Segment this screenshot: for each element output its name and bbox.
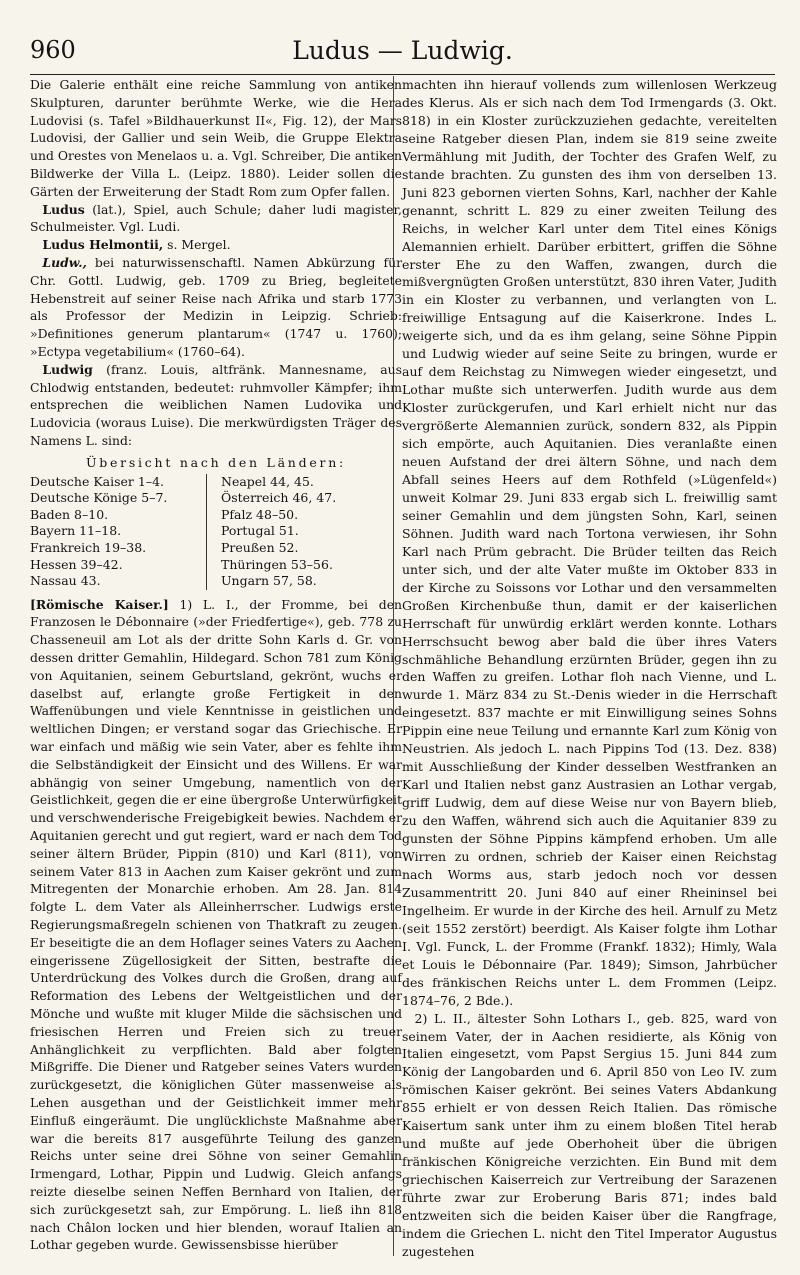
right-column [402, 76, 777, 1261]
overview-item: Frankreich 19–38. [30, 539, 147, 555]
entry-ludus [30, 201, 402, 237]
overview-title: Übersicht nach den Ländern: [85, 454, 346, 470]
header-rule [30, 74, 775, 75]
overview-item: Neapel 44, 45. [221, 473, 314, 489]
entry-ludus-helmontii [30, 236, 402, 254]
section-roemische-kaiser: [Römische Kaiser.] [30, 596, 169, 612]
page-title: Ludus — Ludwig. [292, 36, 513, 65]
page-header [30, 30, 775, 70]
headword-ludus-helmontii: Ludus Helmontii, [42, 237, 164, 253]
entry-ludwig-ii: 2) L. II., ältester Sohn Lothars I., geb. 825, ward von seinem Vater, der in Aachen residierte, als König von Italien eingesetzt, vom Papst Sergius 15. Juni 844 zum König der Langobarden und 6. April 850 von Leo IV. zum römischen Kaiser gekrönt. Bei seines Vaters Abdankung 855 erhielt er von dessen Reich Italien. Das römische Kaisertum sank unter ihm zu einem bloßen Titel herab und mußte auf jede Oberhoheit über die übrigen fränkischen Königreiche verzichten. Ein Bund mit dem griechischen Kaiserreich zur Vertreibung der Sarazenen führte zwar zur Eroberung Baris 871; indes bald entzweiten sich die beiden Kaiser über die Rangfrage, indem die Griechen L. nicht den Titel Imperator Augustus zugestehen [402, 1010, 777, 1259]
overview-column-1 [30, 474, 207, 590]
overview-column-2 [207, 474, 336, 590]
headword-ludw: Ludw., [42, 254, 87, 270]
overview-item: Baden 8–10. [30, 506, 109, 522]
headword-ludus: Ludus [42, 201, 85, 217]
overview-item: Thüringen 53–56. [221, 556, 333, 572]
entry-ludw-text: bei naturwissenschaftl. Namen Abkürzung für Chr. Gottl. Ludwig, geb. 1709 zu Brieg, begleitete Hebenstreit auf seiner Reise nach Afrika und starb 1773 als Professor der Medizin in Leipzig. Schrieb: »Definitiones generum plantarum« (1747 u. 1760); »Ectypa vegetabilium« (1760–64). [30, 254, 402, 359]
overview-item: Portugal 51. [221, 523, 299, 539]
overview-item: Deutsche Könige 5–7. [30, 490, 168, 506]
entry-ludwig-i [30, 596, 402, 1254]
headword-ludwig: Ludwig [42, 361, 93, 377]
entry-ludwig-text: (franz. Louis, altfränk. Mannesname, aus Chlodwig entstanden, bedeutet: ruhmvoller Kämpfer; ihm entsprechen die weiblichen Namen Ludovika und Ludovicia (woraus Luise). Die merkwürdigsten Träger des Namens L. sind: [30, 361, 402, 448]
overview-item: Österreich 46, 47. [221, 490, 337, 506]
overview-item: Preußen 52. [221, 539, 299, 555]
entry-ludw [30, 254, 402, 361]
overview-item: Nassau 43. [30, 573, 101, 589]
page-number: 960 [30, 36, 76, 64]
overview-item: Deutsche Kaiser 1–4. [30, 473, 165, 489]
entry-ludwig [30, 361, 402, 450]
overview-item: Ungarn 57, 58. [221, 573, 317, 589]
entry-villa-ludovisi-cont: Die Galerie enthält eine reiche Sammlung von antiken Skulpturen, darunter berühmte Werke, wie die Hera Ludovisi (s. Tafel »Bildhauerkunst II«, Fig. 12), der Mars Ludovisi, der Gallier und sein Weib, die Gruppe Elektra und Orestes von Menelaos u. a. Vgl. Schreiber, Die antiken Bildwerke der Villa L. (Leipz. 1880). Leider sollen die Gärten der Erweiterung der Stadt Rom zum Opfer fallen. [30, 77, 402, 199]
overview-item: Bayern 11–18. [30, 523, 122, 539]
left-column [30, 76, 402, 1254]
entry-ludwig-i-text: 1) L. I., der Fromme, bei den Franzosen le Débonnaire (»der Friedfertige«), geb. 778 zu Chasseneuil am Lot als der dritte Sohn Karls d. Gr. von dessen dritter Gemahlin, Hildegard. Schon 781 zum König von Aquitanien, seinem Geburtsland, gekrönt, wuchs er daselbst auf, erlangte große Fertigkeit in den Waffenübungen und viele Kenntnisse in geistlichen und weltlichen Dingen; er verstand sogar das Griechische. Er war einfach und mäßig wie sein Vater, aber es fehlte ihm die Selbständigkeit der Einsicht und des Willens. Er war abhängig von seiner Umgebung, namentlich von der Geistlichkeit, gegen die er eine übergroße Unterwürfigkeit und verschwenderische Freigebigkeit bewies. Nachdem er Aquitanien gerecht und gut regiert, ward er nach dem Tod seiner ältern Brüder, Pippin (810) und Karl (811), von seinem Vater 813 in Aachen zum Kaiser gekrönt und zum Mitregenten der Monarchie erhoben. Am 28. Jan. 814 folgte L. dem Vater als Alleinherrscher. Ludwigs erste Regierungsmaßregeln schienen von Thatkraft zu zeugen. Er beseitigte die an dem Hoflager seines Vaters zu Aachen eingerissene Zügellosigkeit der Sitten, bestrafte die Unterdrückung des Volkes durch die Großen, drang auf Reformation des Lebens der Weltgeistlichen und der Mönche und wußte mit kluger Milde die sächsischen und friesischen Herren und Freien sich zu treuer Anhänglichkeit zu verpflichten. Bald aber folgten Mißgriffe. Die Diener und Ratgeber seines Vaters wurden zurückgesetzt, die königlichen Güter massenweise als Lehen ausgethan und der Geistlichkeit immer mehr Einfluß eingeräumt. Die unglücklichste Maßnahme aber war die bereits 817 ausgeführte Teilung des ganzen Reichs unter seine drei Söhne von seiner Gemahlin Irmengard, Lothar, Pippin und Ludwig. Gleich anfangs reizte dieselbe seinen Neffen Bernhard von Italien, der sich zurückgesetzt sah, zur Empörung. L. ließ ihn 818 nach Châlon locken und hier blenden, worauf Italien an Lothar gegeben wurde. Gewissensbisse hierüber [30, 596, 403, 1253]
entry-ludus-helmontii-text: s. Mergel. [163, 237, 231, 253]
overview-item: Hessen 39–42. [30, 556, 123, 572]
entry-ludus-text: (lat.), Spiel, auch Schule; daher ludi magister, Schulmeister. Vgl. Ludi. [30, 201, 402, 235]
entry-ludwig-i-cont: machten ihn hierauf vollends zum willenlosen Werkzeug des Klerus. Als er sich nach dem Tod Irmengards (3. Okt. 818) in ein Kloster zurückzuziehen gedachte, vereitelten seine Ratgeber diesen Plan, indem sie 819 seine zweite Vermählung mit Judith, der Tochter des Grafen Welf, zu stande brachten. Zu gunsten des ihm von derselben 13. Juni 823 gebornen vierten Sohns, Karl, nachher der Kahle genannt, schritt L. 829 zu einer zweiten Teilung des Reichs, in welcher Karl unter dem Titel eines Königs Alemannien erhielt. Darüber erbittert, griffen die Söhne erster Ehe zu den Waffen, zwangen, durch die mißvergnügten Großen unterstützt, 830 ihren Vater, Judith in ein Kloster zu verbannen, und verlangten von L. freiwillige Entsagung auf die Kaiserkrone. Indes L. weigerte sich, und da es ihm gelang, seine Söhne Pippin und Ludwig wieder auf seine Seite zu bringen, wurde er auf dem Reichstag zu Nimwegen wieder eingesetzt, und Lothar mußte sich unterwerfen. Judith wurde aus dem Kloster zurückgerufen, und Karl erhielt nicht nur das vergrößerte Alemannien zurück, sondern 832, als Pippin sich empörte, auch Aquitanien. Dies veranlaßte einen neuen Aufstand der drei ältern Söhne, und nach dem Abfall seines Heers auf dem Rothfeld (»Lügenfeld«) unweit Kolmar 29. Juni 833 ergab sich L. freiwillig samt seiner Gemahlin und dem jüngsten Sohn, Karl, seinen Söhnen. Judith ward nach Tortona verwiesen, ihr Sohn Karl nach Prüm gebracht. Die Brüder teilten das Reich unter sich, und der alte Vater mußte im Oktober 833 in der Kirche zu Soissons vor Lothar und den versammelten Großen Kirchenbuße thun, damit er der kaiserlichen Herrschaft für unwürdig erklärt werden konnte. Lothars Herrschsucht bewog aber bald die über ihres Vaters schmähliche Behandlung erzürnten Brüder, gegen ihn zu den Waffen zu greifen. Lothar floh nach Vienne, und L. wurde 1. März 834 zu St.-Denis wieder in die Herrschaft eingesetzt. 837 machte er mit Einwilligung seines Sohns Pippin eine neue Teilung und ernannte Karl zum König von Neustrien. Als jedoch L. nach Pippins Tod (13. Dez. 838) mit Ausschließung der Kinder desselben Westfranken an Karl und Italien nebst ganz Austrasien an Lothar vergab, griff Ludwig, dem auf diese Weise nur von Bayern blieb, zu den Waffen, während sich auch die Aquitanier 839 zu gunsten der Söhne Pippins kämpfend erhoben. Um alle Wirren zu ordnen, schrieb der Kaiser einen Reichstag nach Worms aus, starb jedoch noch vor dessen Zusammentritt 20. Juni 840 auf einer Rheininsel bei Ingelheim. Er wurde in der Kirche des heil. Arnulf zu Metz (seit 1552 zerstört) beerdigt. Als Kaiser folgte ihm Lothar I. Vgl. Funck, L. der Fromme (Frankf. 1832); Himly, Wala et Louis le Débonnaire (Par. 1849); Simson, Jahrbücher des fränkischen Reichs unter L. dem Frommen (Leipz. 1874–76, 2 Bde.). [402, 77, 777, 1008]
overview-table [30, 474, 402, 590]
overview-item: Pfalz 48–50. [221, 506, 299, 522]
